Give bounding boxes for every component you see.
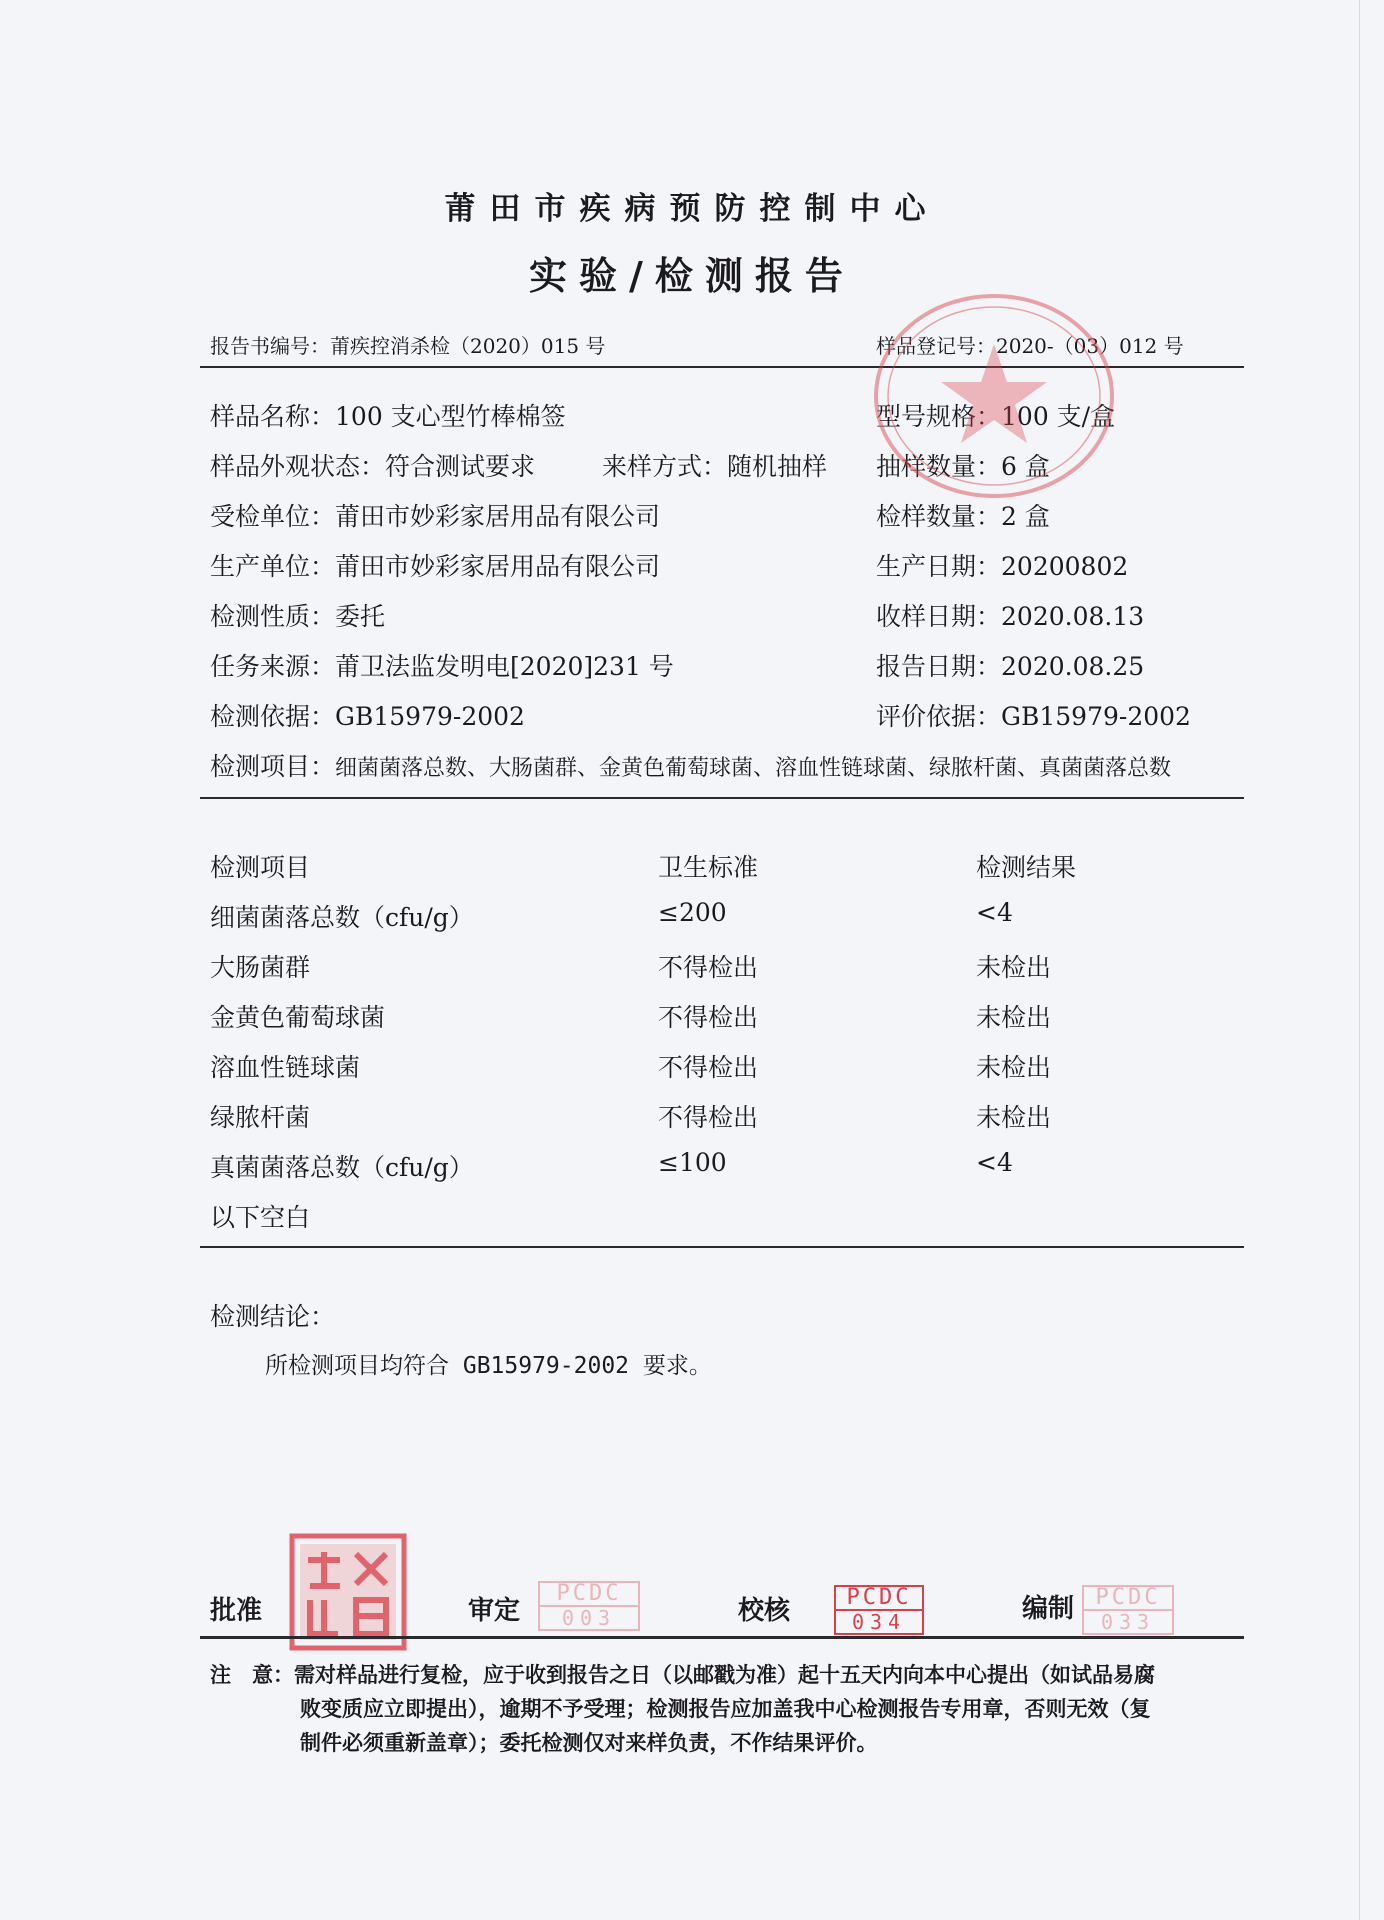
review-label: 审定 [468,1596,521,1626]
model-spec-value: 100 支/盒 [1001,402,1116,431]
task-source-label: 任务来源： [210,652,336,681]
report-number-label: 报告书编号： [210,334,330,358]
row-item: 真菌菌落总数（cfu/g） [210,1153,474,1182]
task-source-value: 莆卫法监发明电[2020]231 号 [335,652,674,681]
sample-appearance [210,447,535,483]
evaluation-basis [876,697,1191,733]
row-item: 大肠菌群 [210,953,311,982]
compile-stamp-number: 033 [1100,1610,1156,1634]
sample-registration-value: 2020-（03）012 号 [996,334,1184,358]
producer-value: 莆田市妙彩家居用品有限公司 [335,552,661,581]
blank-below-note: 以下空白 [210,1203,311,1232]
nature-value: 委托 [335,602,386,631]
row-item: 细菌菌落总数（cfu/g） [210,903,474,932]
row-result: <4 [976,1148,1013,1177]
row-standard: 不得检出 [658,1103,759,1132]
sample-registration-label: 样品登记号： [876,334,996,358]
eval-basis-value: GB15979-2002 [1001,702,1191,731]
row-item: 绿脓杆菌 [210,1103,311,1132]
appearance-value: 符合测试要求 [385,452,536,481]
test-basis [210,697,525,733]
sampling-method-label: 来样方式： [602,452,728,481]
row-result: 未检出 [976,953,1052,982]
check-stamp-org: PCDC [836,1587,922,1611]
compile-label: 编制 [1022,1594,1075,1624]
report-date [876,647,1144,683]
prod-date-label: 生产日期： [876,552,1002,581]
table-header-result: 检测结果 [976,853,1077,882]
compile-stamp-org: PCDC [1084,1587,1172,1611]
check-label: 校核 [738,1596,791,1626]
report-date-label: 报告日期： [876,652,1002,681]
production-date [876,547,1128,583]
official-seal-icon [864,286,1124,506]
test-basis-label: 检测依据： [210,702,336,731]
note-line-2: 败变质应立即提出），逾期不予受理；检测报告应加盖我中心检测报告专用章，否则无效（复 [300,1697,1151,1721]
row-result: 未检出 [976,1103,1052,1132]
test-items [210,747,1171,783]
row-result: <4 [976,898,1013,927]
eval-basis-label: 评价依据： [876,702,1002,731]
report-number-value: 莆疾控消杀检（2020）015 号 [330,334,606,358]
test-items-label: 检测项目： [210,752,336,781]
test-qty-label: 检样数量： [876,502,1002,531]
nature-label: 检测性质： [210,602,336,631]
row-standard: 不得检出 [658,1003,759,1032]
row-result: 未检出 [976,1003,1052,1032]
sample-name [210,397,566,433]
prod-date-value: 20200802 [1001,552,1129,581]
client-label: 受检单位： [210,502,336,531]
appearance-label: 样品外观状态： [210,452,386,481]
sample-qty-label: 抽样数量： [876,452,1002,481]
compile-stamp [1082,1585,1174,1635]
test-basis-value: GB15979-2002 [335,702,525,731]
organization-name: 莆田市疾病预防控制中心 [444,191,940,227]
report-title: 实验/检测报告 [529,254,855,298]
row-standard: 不得检出 [658,953,759,982]
note-line-3: 制件必须重新盖章）；委托检测仅对来样负责，不作结果评价。 [300,1731,878,1755]
approve-label: 批准 [210,1596,263,1626]
table-rule [200,1246,1244,1248]
report-number [210,330,605,359]
row-standard: 不得检出 [658,1053,759,1082]
client-unit [210,497,660,533]
test-nature [210,597,385,633]
table-header-item: 检测项目 [210,853,311,882]
row-item: 金黄色葡萄球菌 [210,1003,386,1032]
receive-date-value: 2020.08.13 [1001,602,1145,631]
row-standard: ≤200 [658,898,727,927]
sample-name-value: 100 支心型竹棒棉签 [335,402,566,431]
test-qty-value: 2 盒 [1001,502,1050,531]
producer-label: 生产单位： [210,552,336,581]
conclusion-text: 所检测项目均符合 GB15979-2002 要求。 [265,1353,712,1379]
row-item: 溶血性链球菌 [210,1053,361,1082]
review-stamp [538,1581,640,1631]
sample-qty-value: 6 盒 [1001,452,1050,481]
test-items-value: 细菌菌落总数、大肠菌群、金黄色葡萄球菌、溶血性链球菌、绿脓杆菌、真菌菌落总数 [335,756,1172,781]
review-stamp-number: 003 [561,1606,617,1630]
signature-rule [200,1636,1244,1639]
report-date-value: 2020.08.25 [1001,652,1145,681]
row-result: 未检出 [976,1053,1052,1082]
receive-date-label: 收样日期： [876,602,1002,631]
receive-date [876,597,1144,633]
note-line-1: 注 意：需对样品进行复检，应于收到报告之日（以邮戳为准）起十五天内向本中心提出（如试品易腐 [210,1663,1155,1687]
model-spec-label: 型号规格： [876,402,1002,431]
row-standard: ≤100 [658,1148,727,1177]
sampling-method [602,447,827,483]
table-header-standard: 卫生标准 [658,853,759,882]
sample-name-label: 样品名称： [210,402,336,431]
check-stamp [834,1585,924,1635]
sampling-method-value: 随机抽样 [727,452,828,481]
producer-unit [210,547,660,583]
client-value: 莆田市妙彩家居用品有限公司 [335,502,661,531]
conclusion-label: 检测结论： [210,1302,336,1331]
fields-rule [200,797,1244,799]
review-stamp-org: PCDC [540,1583,638,1607]
task-source [210,647,674,683]
check-stamp-number: 034 [851,1610,907,1634]
